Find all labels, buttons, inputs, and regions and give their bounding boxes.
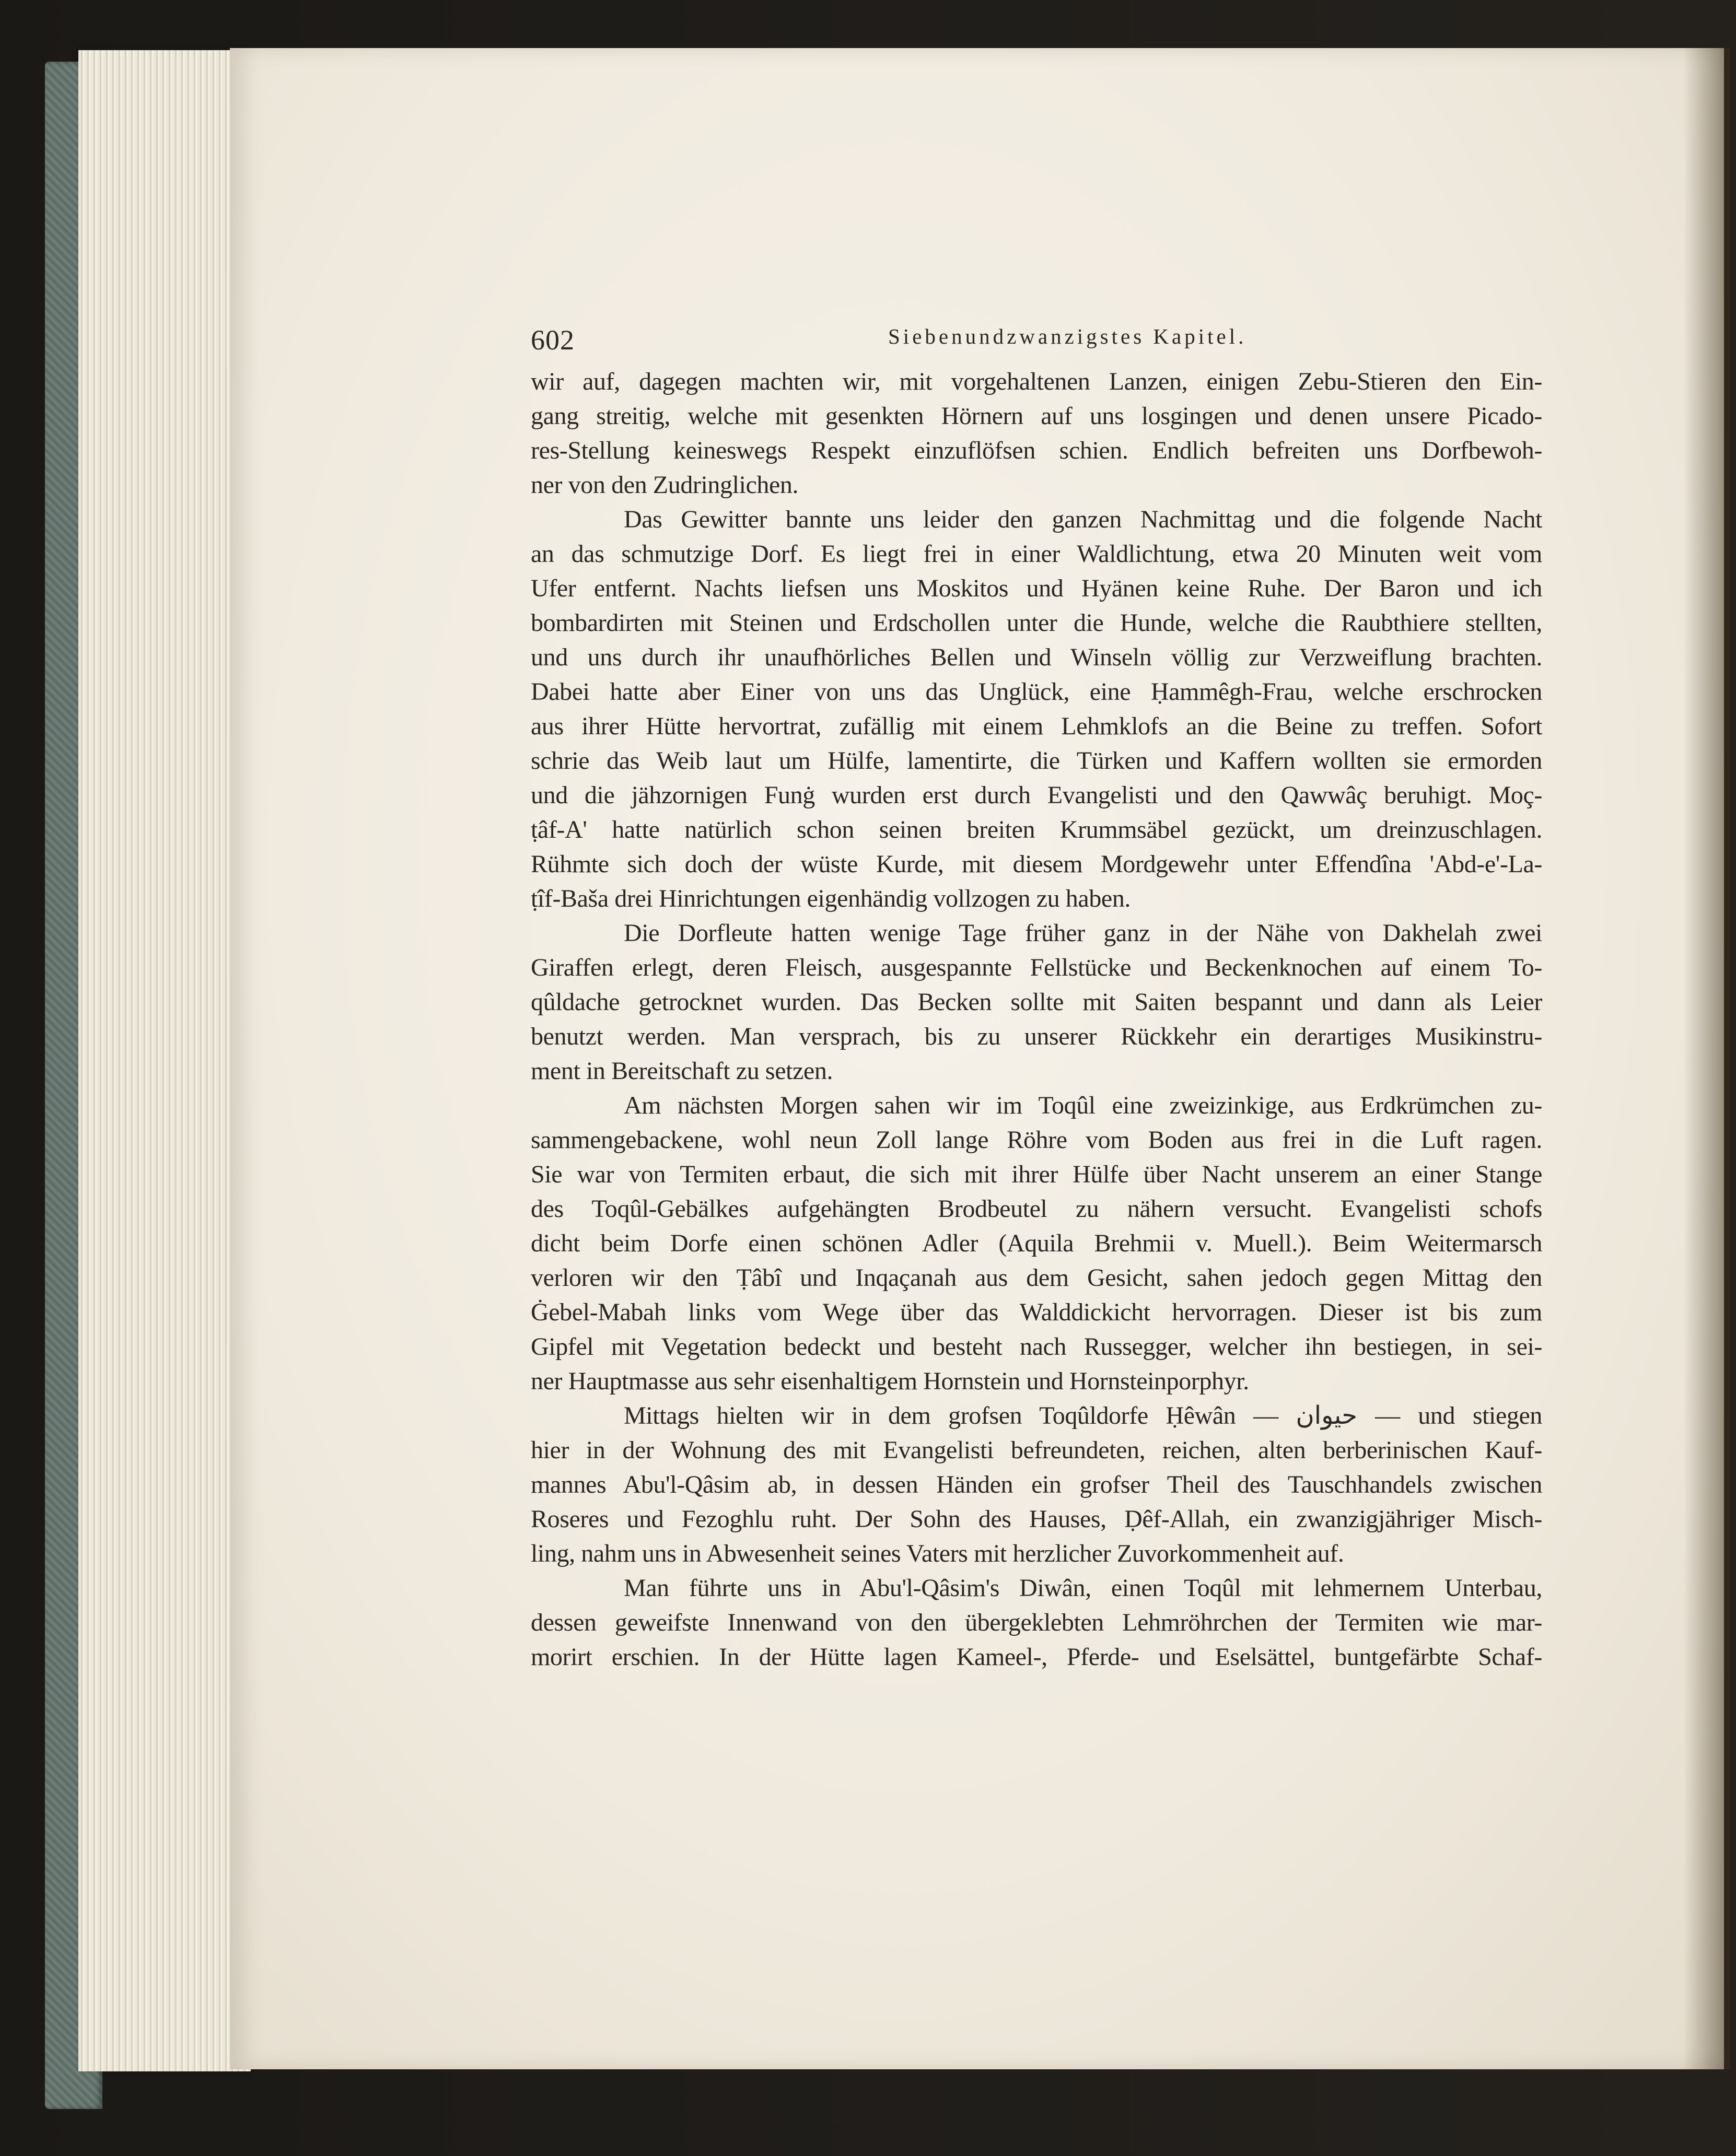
text-line: Sie war von Termiten erbaut, die sich mit ihrer Hülfe über Nacht unserem an einer Stange — [531, 1161, 1542, 1188]
text-line: an das schmutzige Dorf. Es liegt frei in einer Waldlichtung, etwa 20 Minuten weit vom — [531, 540, 1542, 568]
text-line: und uns durch ihr unaufhörliches Bellen und Winseln völlig zur Verzweiflung brachten. — [531, 643, 1542, 671]
text-line: ling, nahm uns in Abwesenheit seines Vaters mit herzlicher Zuvorkommenheit auf. — [531, 1540, 1344, 1567]
text-line: Die Dorfleute hatten wenige Tage früher ganz in der Nähe von Dakhelah zwei — [624, 919, 1542, 947]
text-line: ṭâf-A' hatte natürlich schon seinen breiten Krummsäbel gezückt, um dreinzuschlagen. — [531, 816, 1542, 843]
text-line: dicht beim Dorfe einen schönen Adler (Aquila Brehmii v. Muell.). Beim Weitermarsch — [531, 1229, 1542, 1257]
text-line: Man führte uns in Abu'l-Qâsim's Diwân, einen Toqûl mit lehmernem Unterbau, — [624, 1574, 1542, 1602]
text-line: sammengebackene, wohl neun Zoll lange Röhre vom Boden aus frei in die Luft ragen. — [531, 1126, 1542, 1154]
text-line: dessen geweifste Innenwand von den übergeklebten Lehmröhrchen der Termiten wie mar- — [531, 1609, 1542, 1636]
text-line: Rühmte sich doch der wüste Kurde, mit diesem Mordgewehr unter Effendîna 'Abd-e'-La- — [531, 850, 1542, 878]
text-line: res-Stellung keineswegs Respekt einzuflöfsen schien. Endlich befreiten uns Dorfbewoh- — [531, 437, 1542, 464]
text-line: Ġebel-Mabah links vom Wege über das Walddickicht hervorragen. Dieser ist bis zum — [531, 1298, 1542, 1326]
text-line: mannes Abu'l-Qâsim ab, in dessen Händen ein grofser Theil des Tauschhandels zwischen — [531, 1471, 1542, 1498]
text-line: des Toqûl-Gebälkes aufgehängten Brodbeutel zu nähern versucht. Evangelisti schofs — [531, 1195, 1542, 1223]
body-text — [531, 365, 1542, 1674]
text-line: Am nächsten Morgen sahen wir im Toqûl eine zweizinkige, aus Erdkrümchen zu- — [624, 1092, 1542, 1119]
text-line: Gipfel mit Vegetation bedeckt und besteht nach Russegger, welcher ihn bestiegen, in sei- — [531, 1333, 1542, 1361]
text-line: gang streitig, welche mit gesenkten Hörnern auf uns losgingen und denen unsere Picado- — [531, 402, 1542, 430]
running-title: Siebenundzwanzigstes Kapitel. — [888, 324, 1247, 348]
page-number: 602 — [531, 324, 575, 356]
text-line: ner von den Zudringlichen. — [531, 471, 799, 499]
text-line: ṭîf-Baša drei Hinrichtungen eigenhändig vollzogen zu haben. — [531, 885, 1131, 912]
text-line: Roseres und Fezoghlu ruht. Der Sohn des Hauses, Ḍêf-Allah, ein zwanzigjähriger Misch- — [531, 1505, 1542, 1533]
page-right-shadow — [1683, 48, 1730, 2069]
text-line: ner Hauptmasse aus sehr eisenhaltigem Hornstein und Hornsteinporphyr. — [531, 1367, 1249, 1395]
text-line: Das Gewitter bannte uns leider den ganzen Nachmittag und die folgende Nacht — [624, 506, 1542, 533]
text-line: hier in der Wohnung des mit Evangelisti befreundeten, reichen, alten berberinischen Kauf- — [531, 1436, 1542, 1464]
text-line: Giraffen erlegt, deren Fleisch, ausgespannte Fellstücke und Beckenknochen auf einem To- — [531, 954, 1542, 981]
text-line: Mittags hielten wir in dem grofsen Toqûldorfe Ḥêwân — حيوان — und stiegen — [624, 1402, 1542, 1429]
text-line: morirt erschien. In der Hütte lagen Kameel-, Pferde- und Eselsättel, buntgefärbte Schaf- — [531, 1643, 1542, 1671]
text-line: schrie das Weib laut um Hülfe, lamentirte, die Türken und Kaffern wollten sie ermorden — [531, 747, 1542, 775]
text-line: qûldache getrocknet wurden. Das Becken sollte mit Saiten bespannt und dann als Leier — [531, 988, 1542, 1016]
text-line: verloren wir den Ṭâbî und Inqaçanah aus dem Gesicht, sahen jedoch gegen Mittag den — [531, 1264, 1542, 1292]
text-line: bombardirten mit Steinen und Erdschollen unter die Hunde, welche die Raubthiere stellten, — [531, 609, 1542, 637]
text-line: Ufer entfernt. Nachts liefsen uns Moskitos und Hyänen keine Ruhe. Der Baron und ich — [531, 575, 1542, 602]
text-line: Dabei hatte aber Einer von uns das Unglück, eine Ḥammêgh-Frau, welche erschrocken — [531, 678, 1542, 706]
text-line: wir auf, dagegen machten wir, mit vorgehaltenen Lanzen, einigen Zebu-Stieren den Ein- — [531, 368, 1542, 395]
text-line: ment in Bereitschaft zu setzen. — [531, 1057, 833, 1085]
text-line: und die jähzornigen Funġ wurden erst durch Evangelisti und den Qawwâç beruhigt. Moç- — [531, 781, 1542, 809]
text-line: aus ihrer Hütte hervortrat, zufällig mit einem Lehmklofs an die Beine zu treffen. Sofort — [531, 712, 1542, 740]
text-line: benutzt werden. Man versprach, bis zu unserer Rückkehr ein derartiges Musikinstru- — [531, 1023, 1542, 1050]
page-stack-edge — [78, 50, 251, 2071]
